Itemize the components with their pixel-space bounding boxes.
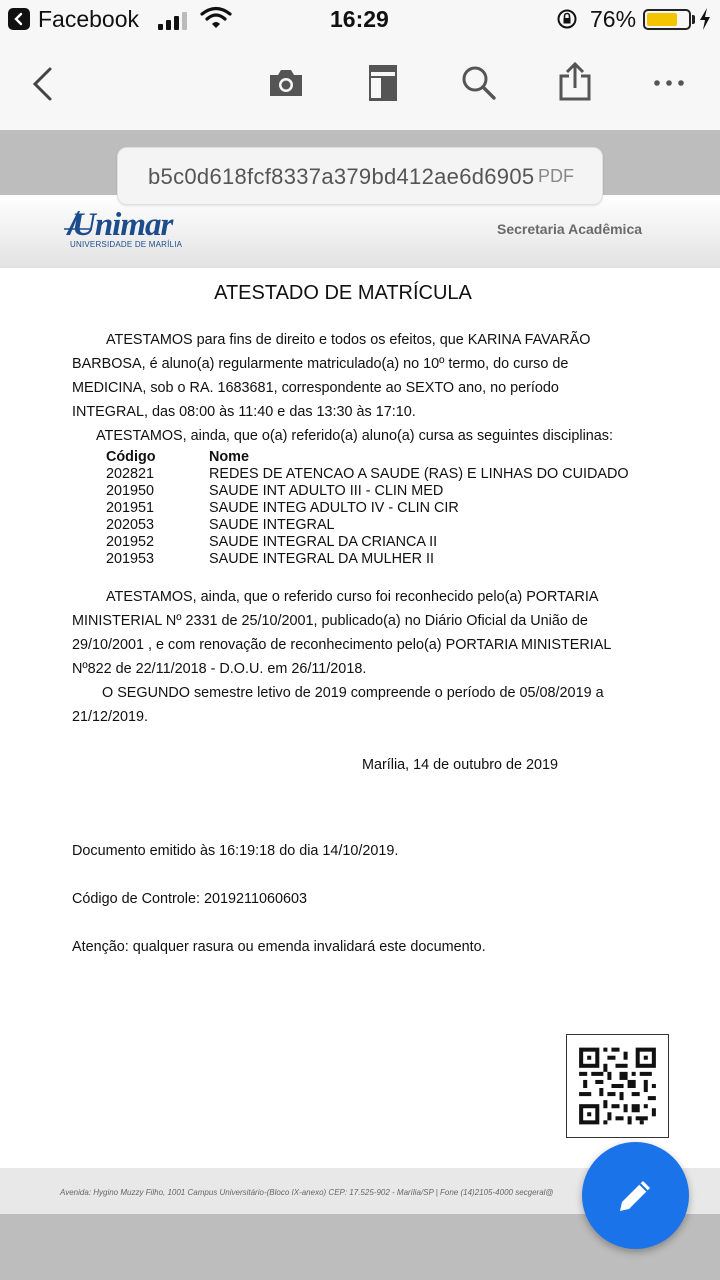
discipline-name: REDES DE ATENCAO A SAUDE (RAS) E LINHAS DO CUIDADO: [209, 466, 629, 482]
intro-line: [72, 328, 620, 352]
recognition-line: [72, 633, 620, 657]
discipline-code: 202053: [106, 517, 155, 533]
share-icon[interactable]: [558, 62, 592, 102]
intro-line: [72, 400, 620, 424]
semester-line: [72, 705, 620, 729]
intro-line-3: MEDICINA, sob o RA. 1683681, correspondente ao SEXTO ano, no período: [72, 380, 559, 396]
discipline-name: SAUDE INTEGRAL DA MULHER II: [209, 551, 434, 567]
semester-line-1: O SEGUNDO semestre letivo de 2019 compreende o período de 05/08/2019 a: [102, 685, 604, 701]
back-to-app-icon[interactable]: [8, 8, 30, 30]
recognition-line: [72, 657, 620, 681]
filename-pill: [117, 147, 603, 205]
intro-line-4: INTEGRAL, das 08:00 às 11:40 e das 13:30 às 17:10.: [72, 404, 416, 420]
file-type: PDF: [538, 166, 574, 186]
recognition-line: [72, 585, 620, 609]
semester-paragraph: [72, 681, 620, 729]
discipline-code: 201951: [106, 500, 155, 516]
intro-line-1: ATESTAMOS para fins de direito e todos os efeitos, que KARINA FAVARÃO: [106, 332, 591, 348]
edit-pencil-icon: [616, 1175, 656, 1215]
recognition-line-3: 29/10/2001 , e com renovação de reconhecimento pelo(a) PORTARIA MINISTERIAL: [72, 637, 612, 653]
rotation-lock-icon: [556, 8, 578, 30]
recognition-paragraph: [72, 585, 620, 681]
pdf-page: [0, 195, 720, 1197]
disciplines-intro: ATESTAMOS, ainda, que o(a) referido(a) aluno(a) cursa as seguintes disciplinas:: [96, 428, 613, 444]
discipline-code: 201952: [106, 534, 155, 550]
discipline-code: 202821: [106, 466, 155, 482]
back-app-name[interactable]: Facebook: [38, 6, 140, 32]
search-icon[interactable]: [460, 64, 498, 102]
discipline-name: SAUDE INT ADULTO III - CLIN MED: [209, 483, 444, 499]
semester-line: [72, 681, 620, 705]
recognition-line-4: Nº822 de 22/11/2018 - D.O.U. em 26/11/2018.: [72, 661, 367, 677]
place-date: Marília, 14 de outubro de 2019: [362, 757, 559, 773]
discipline-name: SAUDE INTEGRAL DA CRIANCA II: [209, 534, 438, 550]
qr-code: [566, 1034, 669, 1138]
signal-icon: [158, 10, 190, 30]
discipline-code: 201953: [106, 551, 155, 567]
footer-address: Avenida: Hygino Muzzy Filho, 1001 Campus Universitário-(Bloco IX-anexo) CEP: 17.525-902 - Marília/SP | Fone (14)2105-4000 secgeral@: [60, 1188, 554, 1197]
logo-text: Unimar: [72, 207, 173, 243]
intro-line-2: BARBOSA, é aluno(a) regularmente matriculado(a) no 10º termo, do curso de: [72, 356, 569, 372]
header-name: Nome: [209, 449, 249, 465]
recognition-line-2: MINISTERIAL Nº 2331 de 25/10/2001, publicado(a) no Diário Oficial da União de: [72, 613, 588, 629]
clock: 16:29: [330, 6, 389, 32]
recognition-line: [72, 609, 620, 633]
intro-line: [72, 352, 620, 376]
document-title: ATESTADO DE MATRÍCULA: [214, 282, 472, 304]
discipline-name: SAUDE INTEG ADULTO IV - CLIN CIR: [209, 500, 459, 516]
intro-line: [72, 376, 620, 400]
status-bar: [0, 0, 720, 40]
battery-icon: [643, 9, 691, 30]
discipline-code: 201950: [106, 483, 155, 499]
semester-line-2: 21/12/2019.: [72, 709, 149, 725]
battery-percent: 76%: [590, 6, 637, 32]
battery-tip: [692, 15, 695, 24]
camera-icon[interactable]: [268, 68, 304, 98]
battery-fill: [647, 13, 677, 26]
qr-code-image: [567, 1035, 668, 1137]
more-icon[interactable]: [653, 78, 685, 88]
file-name: b5c0d618fcf8337a379bd412ae6d6905: [148, 164, 535, 189]
warning-text: Atenção: qualquer rasura ou emenda invalidará este documento.: [72, 939, 486, 955]
control-code: Código de Controle: 2019211060603: [72, 891, 307, 907]
emission-info: Documento emitido às 16:19:18 do dia 14/10/2019.: [72, 843, 399, 859]
edit-button[interactable]: [582, 1142, 689, 1249]
recognition-line-1: ATESTAMOS, ainda, que o referido curso foi reconhecido pelo(a) PORTARIA: [106, 589, 599, 605]
intro-paragraph: [72, 328, 620, 424]
viewer-toolbar: [0, 40, 720, 130]
charging-icon: [699, 8, 711, 30]
logo-subtitle: UNIVERSIDADE DE MARÍLIA: [70, 240, 183, 249]
wifi-icon: [200, 6, 232, 30]
discipline-name: SAUDE INTEGRAL: [209, 517, 335, 533]
header-code: Código: [106, 449, 156, 465]
page-header: [0, 195, 720, 268]
back-icon[interactable]: [30, 66, 54, 102]
department-label: Secretaria Acadêmica: [497, 221, 643, 237]
layout-icon[interactable]: [368, 64, 398, 102]
